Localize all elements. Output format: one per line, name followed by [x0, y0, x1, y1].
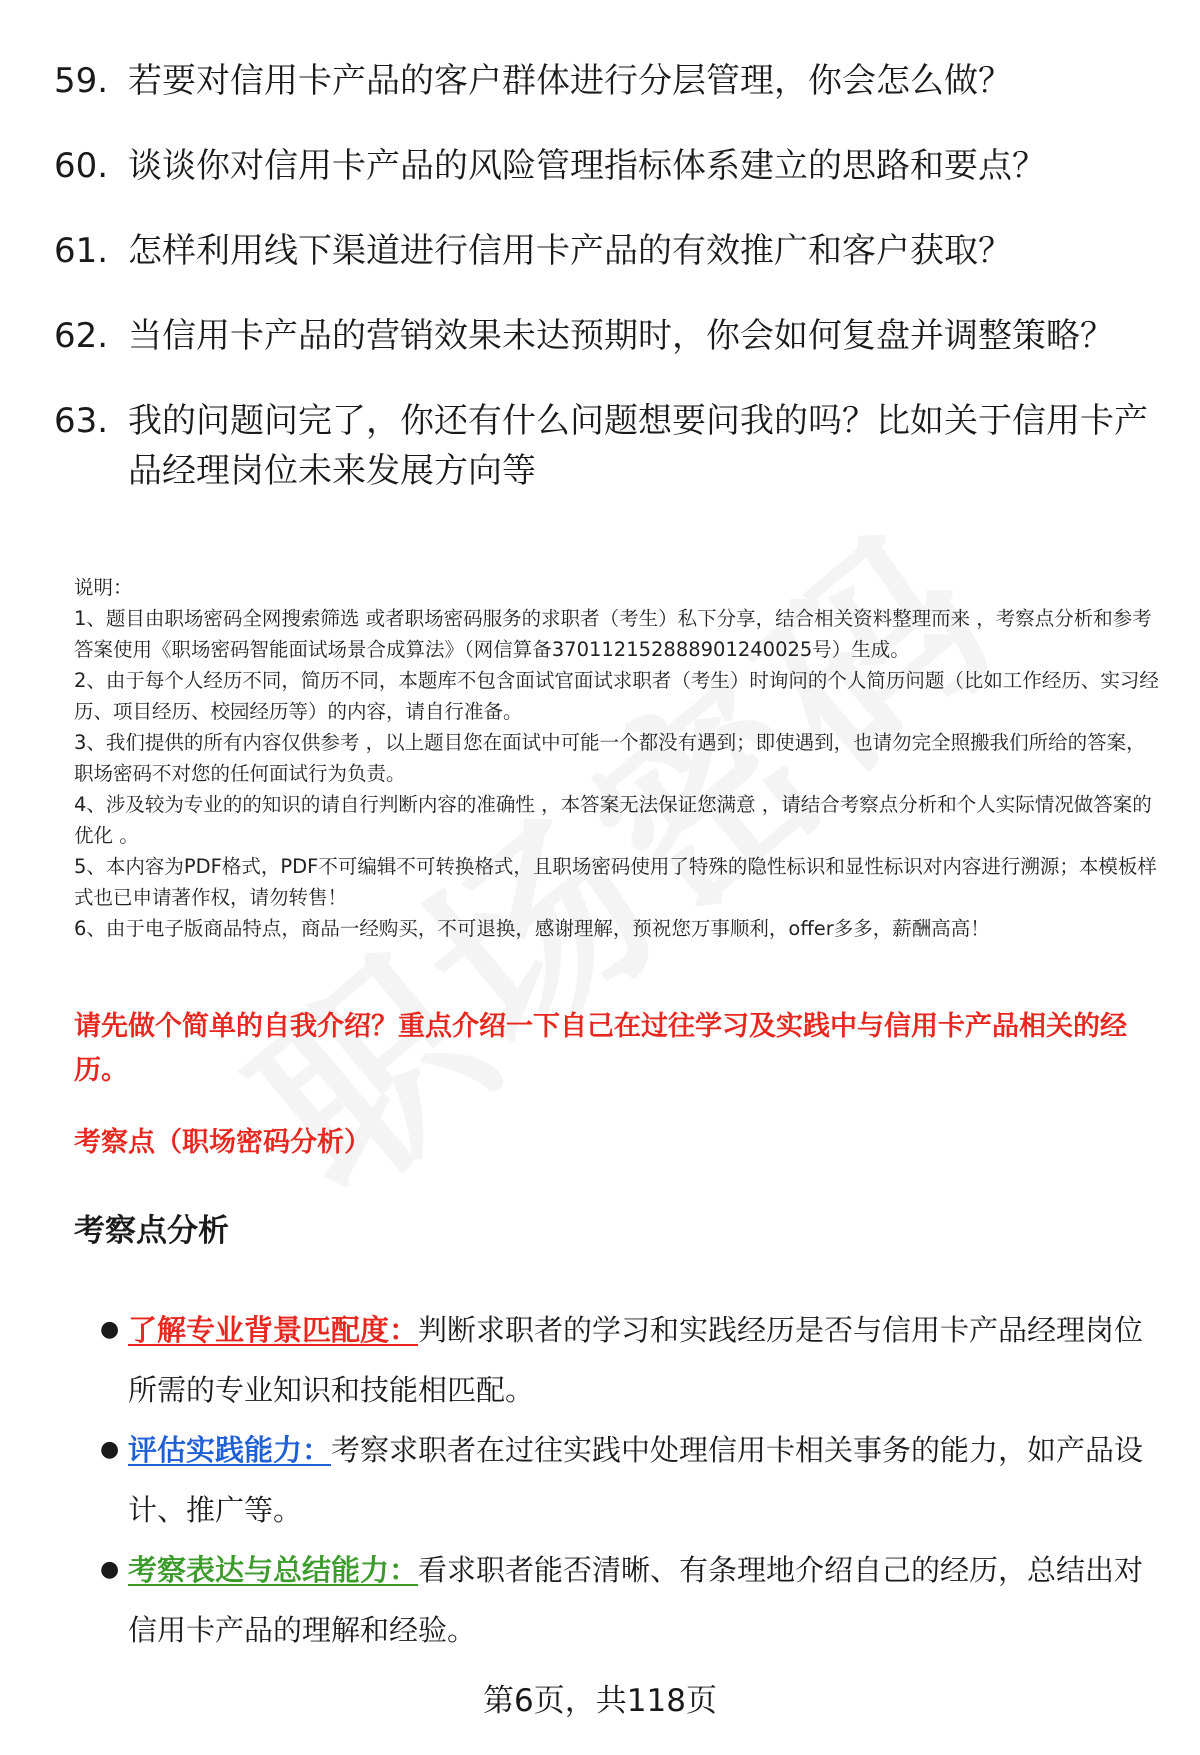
bullet-dot-icon: ● — [100, 1557, 120, 1582]
question-item — [54, 56, 1154, 106]
analysis-subtitle: 考察点（职场密码分析） — [74, 1127, 371, 1158]
bullet-label: 评估实践能力： — [128, 1433, 332, 1467]
question-text: 我的问题问完了，你还有什么问题想要问我的吗？比如关于信用卡产品经理岗位未来发展方向等 — [128, 401, 1148, 491]
question-text: 当信用卡产品的营销效果未达预期时，你会如何复盘并调整策略？ — [128, 316, 1114, 356]
question-item — [54, 396, 1154, 496]
question-text: 若要对信用卡产品的客户群体进行分层管理，你会怎么做？ — [128, 61, 1012, 101]
bullet-item — [100, 1540, 1160, 1660]
bullet-text: 看求职者能否清晰、有条理地介绍自己的经历，总结出对信用卡产品的理解和经验。 — [128, 1553, 1144, 1647]
question-number: 63. — [54, 401, 109, 441]
section-title: 考察点分析 — [74, 1213, 229, 1249]
question-text: 怎样利用线下渠道进行信用卡产品的有效推广和客户获取？ — [128, 231, 1012, 271]
question-list — [54, 56, 1154, 531]
bullet-label: 考察表达与总结能力： — [128, 1553, 419, 1587]
question-number: 60. — [54, 146, 109, 186]
question-text: 谈谈你对信用卡产品的风险管理指标体系建立的思路和要点？ — [128, 146, 1046, 186]
note-item: 3、我们提供的所有内容仅供参考 ，以上题目您在面试中可能一个都没有遇到；即使遇到，也请勿完全照搬我们所给的答案，职场密码不对您的任何面试行为负责。 — [74, 731, 1146, 785]
note-item: 1、题目由职场密码全网搜索筛选 或者职场密码服务的求职者（考生）私下分享，结合相关资料整理而来 ，考察点分析和参考答案使用《职场密码智能面试场景合成算法》（网信算备370112152888901240025号）生成。 — [74, 607, 1152, 661]
main-question: 请先做个简单的自我介绍？重点介绍一下自己在过往学习及实践中与信用卡产品相关的经历。 — [74, 1011, 1127, 1086]
bullet-dot-icon: ● — [100, 1317, 120, 1342]
notes-heading: 说明： — [74, 576, 133, 599]
bullet-item — [100, 1420, 1160, 1540]
note-item: 4、涉及较为专业的的知识的请自行判断内容的准确性 ，本答案无法保证您满意 ，请结合考察点分析和个人实际情况做答案的优化 。 — [74, 793, 1152, 847]
question-number: 61. — [54, 231, 109, 271]
note-item: 6、由于电子版商品特点，商品一经购买，不可退换，感谢理解，预祝您万事顺利，offer多多，薪酬高高！ — [74, 917, 990, 940]
note-item: 2、由于每个人经历不同，简历不同，本题库不包含面试官面试求职者（考生）时询问的个人简历问题（比如工作经历、实习经历、项目经历、校园经历等）的内容，请自行准备。 — [74, 669, 1159, 723]
question-item — [54, 226, 1154, 276]
note-item: 5、本内容为PDF格式，PDF不可编辑不可转换格式，且职场密码使用了特殊的隐性标识和显性标识对内容进行溯源；本模板样式也已申请著作权，请勿转售！ — [74, 855, 1157, 909]
bullet-label: 了解专业背景匹配度： — [128, 1313, 419, 1347]
question-number: 59. — [54, 61, 109, 101]
bullet-dot-icon: ● — [100, 1437, 120, 1462]
bullet-text: 考察求职者在过往实践中处理信用卡相关事务的能力，如产品设计、推广等。 — [128, 1433, 1144, 1527]
question-item — [54, 141, 1154, 191]
bullet-list — [100, 1300, 1160, 1660]
page-footer: 第6页，共118页 — [483, 1683, 717, 1719]
question-number: 62. — [54, 316, 109, 356]
notes-section — [74, 572, 1164, 944]
bullet-item — [100, 1300, 1160, 1420]
bullet-text: 判断求职者的学习和实践经历是否与信用卡产品经理岗位所需的专业知识和技能相匹配。 — [128, 1313, 1144, 1407]
question-item — [54, 311, 1154, 361]
